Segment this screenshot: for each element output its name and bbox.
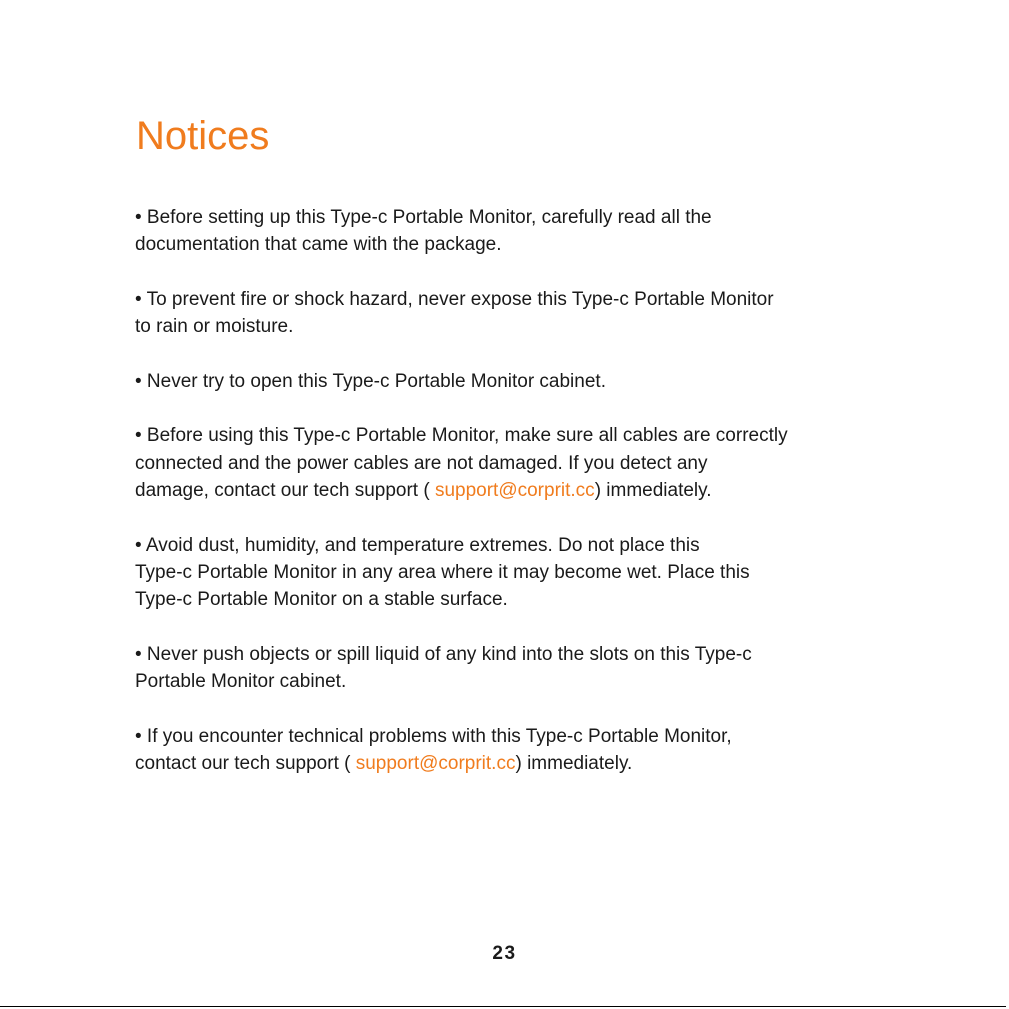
notice-line: • Before using this Type-c Portable Monitor, make sure all cables are correctly — [135, 425, 788, 447]
notice-text: contact our tech support ( — [135, 752, 356, 774]
notice-read-documentation — [135, 204, 935, 259]
support-email-link[interactable]: support@corprit.cc — [434, 479, 595, 501]
support-email-link[interactable]: support@corprit.cc — [355, 752, 516, 774]
notice-line: • If you encounter technical problems with this Type-c Portable Monitor, — [135, 725, 732, 747]
bottom-divider — [0, 1006, 1006, 1007]
notice-avoid-extremes — [135, 532, 935, 614]
notice-line: Type-c Portable Monitor in any area where it may become wet. Place this — [135, 561, 750, 583]
notice-technical-problems — [135, 723, 935, 778]
notice-line: • Never push objects or spill liquid of any kind into the slots on this Type-c — [135, 643, 752, 665]
page-number: 23 — [492, 943, 517, 964]
notice-fire-shock-hazard — [135, 286, 935, 341]
notice-line: documentation that came with the package. — [135, 234, 502, 256]
notice-line: connected and the power cables are not damaged. If you detect any — [135, 452, 708, 474]
notice-line: to rain or moisture. — [135, 316, 294, 338]
page-title: Notices — [136, 114, 270, 158]
notice-do-not-open-cabinet — [135, 368, 935, 395]
notice-line-with-email — [135, 750, 935, 777]
notice-line: • To prevent fire or shock hazard, never expose this Type-c Portable Monitor — [135, 288, 774, 310]
notice-line: • Never try to open this Type-c Portable Monitor cabinet. — [135, 370, 606, 392]
notice-line: Type-c Portable Monitor on a stable surface. — [135, 589, 508, 611]
notice-line-with-email — [135, 477, 935, 504]
notice-text: ) immediately. — [515, 752, 633, 774]
notice-line: • Before setting up this Type-c Portable Monitor, carefully read all the — [135, 207, 712, 228]
notice-check-cables — [135, 422, 935, 504]
notice-line: • Avoid dust, humidity, and temperature extremes. Do not place this — [135, 534, 700, 556]
notice-text: ) immediately. — [594, 479, 712, 501]
notices-list — [135, 204, 935, 805]
notice-text: damage, contact our tech support ( — [135, 479, 435, 501]
notice-line: Portable Monitor cabinet. — [135, 671, 347, 693]
notice-no-objects-liquids — [135, 641, 935, 696]
